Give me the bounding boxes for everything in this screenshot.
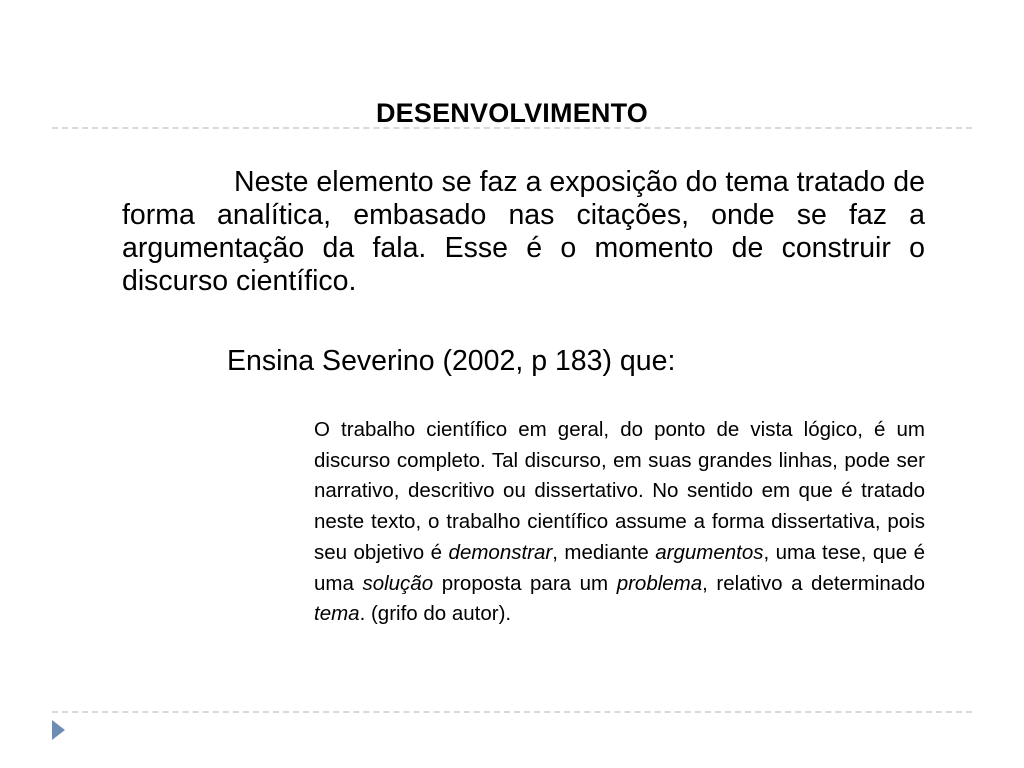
quote-emphasis: problema: [616, 571, 703, 595]
quote-emphasis: demonstrar: [448, 540, 553, 564]
quote-emphasis: tema: [314, 602, 360, 626]
quote-text: , relativo a determinado: [702, 571, 925, 595]
quote-text: proposta para um: [433, 571, 617, 595]
quote-text: , mediante: [552, 540, 656, 564]
block-quote: [314, 415, 925, 630]
quote-text: , uma tese, que é uma: [314, 540, 926, 595]
citation-lead-in: Ensina Severino (2002, p 183) que:: [227, 345, 676, 377]
quote-text: . (grifo do autor).: [359, 602, 512, 626]
top-divider: [52, 127, 972, 129]
quote-emphasis: argumentos: [655, 540, 764, 564]
intro-paragraph: Neste elemento se faz a exposição do tema tratado de forma analítica, embasado nas citações, onde se faz a argumentação da fala. Esse é o momento de construir o discurso científico.: [122, 166, 925, 297]
quote-emphasis: solução: [362, 571, 434, 595]
quote-text: O trabalho científico em geral, do ponto de vista lógico, é um discurso completo. Tal discurso, em suas grandes linhas, pode ser narrativo, descritivo ou dissertativo. No sentido em que é tratado neste texto, o trabalho científico assume a forma dissertativa, pois seu objetivo é: [314, 418, 925, 564]
triangle-right-icon[interactable]: [52, 720, 65, 740]
slide-title: DESENVOLVIMENTO: [375, 98, 649, 129]
bottom-divider: [52, 711, 972, 713]
